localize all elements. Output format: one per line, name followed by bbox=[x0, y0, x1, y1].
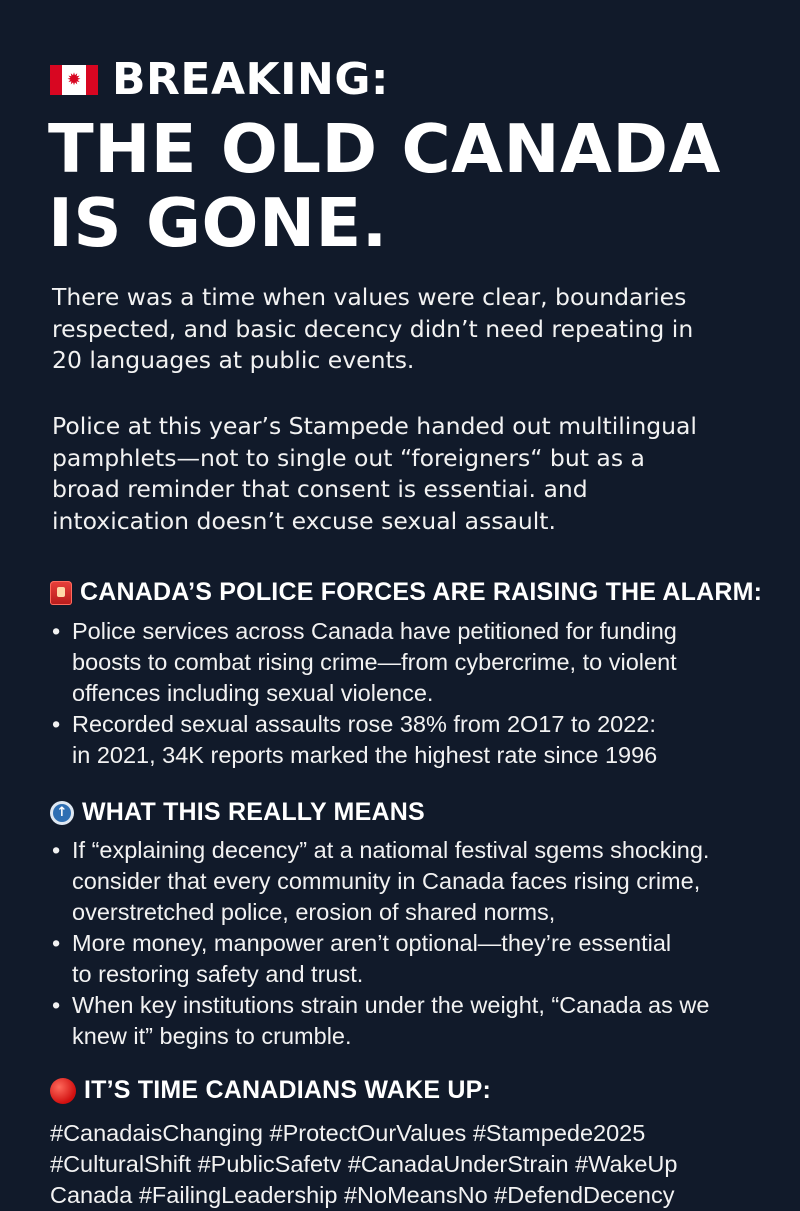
section-heading-text: WHAT THIS REALLY MEANS bbox=[82, 798, 425, 826]
text-line: overstretched police, erosion of shared norms, bbox=[72, 899, 556, 925]
text-line: 20 languages at public events. bbox=[52, 346, 415, 374]
text-line: Police at this year’s Stampede handed out multilingual bbox=[52, 412, 697, 440]
text-line: • If “explaining decency” at a natiomal festival sgems shocking. bbox=[72, 837, 710, 863]
list-item bbox=[50, 990, 709, 1052]
text-line: • More money, manpower aren’t optional—they’re essential bbox=[72, 930, 672, 956]
intro-paragraph-2 bbox=[52, 411, 697, 537]
breaking-text: BREAKING: bbox=[112, 54, 390, 105]
list-item bbox=[50, 835, 709, 928]
wakeup-section-heading bbox=[50, 1076, 491, 1105]
canada-flag-icon: ✹ bbox=[50, 65, 98, 95]
hashtag-line: Canada #FailingLeadership #NoMeansNo #DefendDecency bbox=[50, 1182, 675, 1208]
text-line: knew it” begins to crumble. bbox=[72, 1023, 352, 1049]
text-line: • Police services across Canada have petitioned for funding bbox=[72, 618, 677, 644]
text-line: broad reminder that consent is essentiai. and bbox=[52, 475, 588, 503]
list-item bbox=[50, 928, 709, 990]
text-line: consider that every community in Canada faces rising crime, bbox=[72, 868, 701, 894]
text-line: respected, and basic decency didn’t need repeating in bbox=[52, 314, 694, 343]
headline-line: IS GONE. bbox=[48, 184, 388, 262]
text-line: • When key institutions strain under the weight, “Canada as we bbox=[72, 992, 710, 1018]
meaning-section-heading bbox=[50, 798, 425, 827]
text-line: in 2021, 34K reports marked the highest rate since 1996 bbox=[72, 742, 658, 768]
text-line: offences including sexual violence. bbox=[72, 680, 434, 706]
meaning-bullet-list bbox=[50, 835, 709, 1052]
text-line: boosts to combat rising crime—from cybercrime, to violent bbox=[72, 649, 677, 675]
text-line: There was a time when values were clear, boundaries bbox=[52, 283, 687, 311]
text-line: intoxication doesn’t excuse sexual assault. bbox=[52, 506, 556, 535]
headline-line: THE OLD CANADA bbox=[48, 110, 721, 188]
text-line: to restoring safety and trust. bbox=[72, 961, 364, 987]
siren-icon bbox=[50, 581, 72, 605]
hashtag-block bbox=[50, 1118, 677, 1211]
hashtag-line: #CulturalShift #PublicSafetv #CanadaUnderStrain #WakeUp bbox=[50, 1151, 678, 1177]
police-bullet-list bbox=[50, 616, 677, 771]
red-circle-icon bbox=[50, 1078, 76, 1104]
section-heading-text: IT’S TIME CANADIANS WAKE UP: bbox=[84, 1076, 491, 1104]
text-line: • Recorded sexual assaults rose 38% from 2O17 to 2022: bbox=[72, 711, 656, 737]
text-line: pamphlets—not to single out “foreigners“ but as a bbox=[52, 443, 645, 472]
headline bbox=[48, 112, 721, 260]
list-item bbox=[50, 616, 677, 709]
list-item bbox=[50, 709, 677, 771]
breaking-label bbox=[50, 54, 390, 105]
police-section-heading bbox=[50, 578, 762, 607]
section-heading-text: CANADA’S POLICE FORCES ARE RAISING THE ALARM: bbox=[80, 578, 763, 606]
intro-paragraph-1 bbox=[52, 282, 693, 377]
up-arrow-icon: ↑ bbox=[50, 801, 74, 825]
hashtag-line: #CanadaisChanging #ProtectOurValues #Stampede2025 bbox=[50, 1120, 646, 1146]
